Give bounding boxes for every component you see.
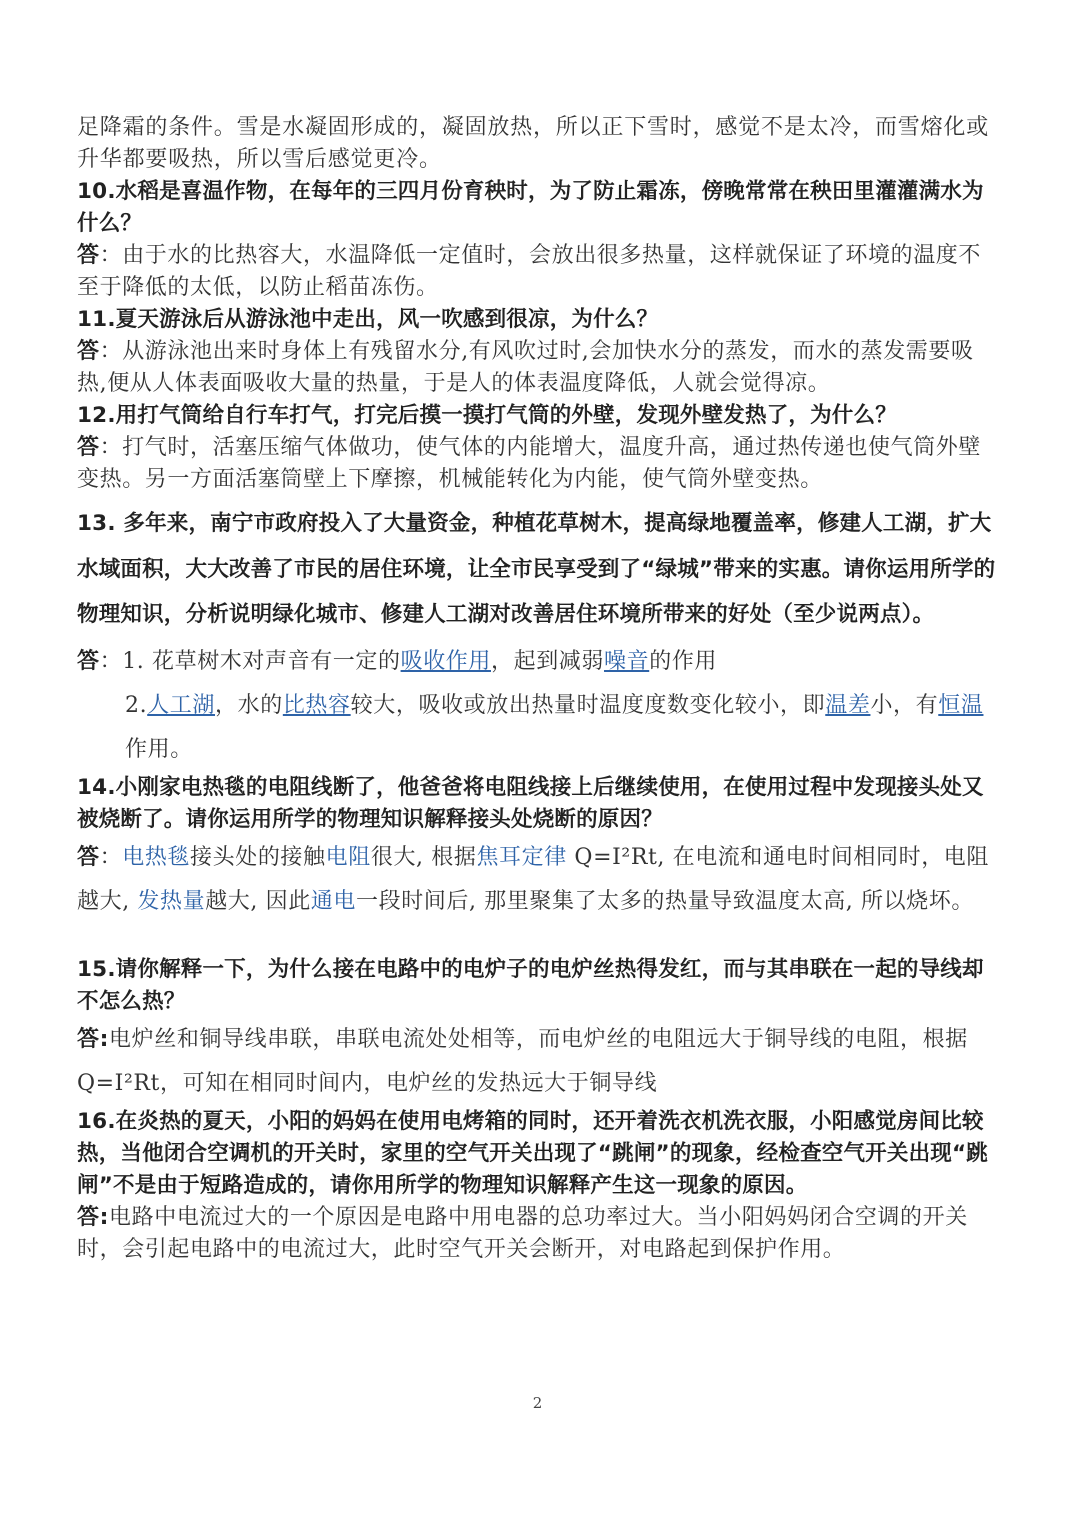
answer-label: 答	[77, 243, 100, 268]
question-15: 15.请你解释一下，为什么接在电路中的电炉子的电炉丝热得发红，而与其串联在一起的导线却不怎么热？	[77, 956, 984, 1014]
question-16: 16.在炎热的夏天，小阳的妈妈在使用电烤箱的同时，还开着洗衣机洗衣服，小阳感觉房间比较热，当他闭合空调机的开关时，家里的空气开关出现了“跳闸”的现象，经检查空气开关出现“跳闸”不是由于短路造成的，请你用所学的物理知识解释产生这一现象的原因。	[77, 1108, 988, 1198]
term-highlight: 电阻	[325, 844, 371, 870]
question-11: 11.夏天游泳后从游泳池中走出，风一吹感到很凉，为什么？	[77, 307, 659, 332]
answer-10: 答：由于水的比热容大，水温降低一定值时，会放出很多热量，这样就保证了环境的温度不至于降低的太低，以防止稻苗冻伤。	[77, 243, 982, 300]
answer-14: 答：电热毯接头处的接触电阻很大, 根据焦耳定律 Q=I²Rt, 在电流和通电时间相同时，电阻越大, 发热量越大, 因此通电一段时间后, 那里聚集了太多的热量导致温度太高, 所以烧坏。	[77, 844, 990, 914]
answer-label: 答	[77, 339, 100, 364]
question-13: 13. 多年来，南宁市政府投入了大量资金，种植花草树木，提高绿地覆盖率，修建人工湖，扩大水域面积，大大改善了市民的居住环境，让全市民享受到了“绿城”带来的实惠。请你运用所学的物理知识，分析说明绿化城市、修建人工湖对改善居住环境所带来的好处（至少说两点）。	[77, 511, 996, 627]
document-body	[77, 112, 1002, 1266]
answer-16: 答:电路中电流过大的一个原因是电路中用电器的总功率过大。当小阳妈妈闭合空调的开关时，会引起电路中的电流过大，此时空气开关会断开，对电路起到保护作用。	[77, 1204, 968, 1262]
term-highlight: 发热量	[137, 888, 206, 914]
question-14: 14.小刚家电热毯的电阻线断了，他爸爸将电阻线接上后继续使用，在使用过程中发现接头处又被烧断了。请你运用所学的物理知识解释接头处烧断的原因？	[77, 774, 984, 832]
answer-label: 答	[77, 435, 100, 460]
answer-11: 答：从游泳池出来时身体上有残留水分,有风吹过时,会加快水分的蒸发，而水的蒸发需要吸热,便从人体表面吸收大量的热量，于是人的体表温度降低，人就会觉得凉。	[77, 339, 974, 396]
answer-label: 答	[77, 648, 100, 674]
term-link[interactable]: 吸收作用	[400, 648, 491, 674]
answer-13-line-2: 2.人工湖，水的比热容较大，吸收或放出热量时温度度数变化较小，即温差小，有恒温作用。	[125, 692, 984, 762]
question-12: 12.用打气筒给自行车打气，打完后摸一摸打气筒的外壁，发现外壁发热了，为什么？	[77, 403, 897, 428]
term-link[interactable]: 温差	[825, 692, 871, 718]
answer-13-line-1: 答：1. 花草树木对声音有一定的吸收作用，起到减弱噪音的作用	[77, 648, 718, 674]
term-link[interactable]: 恒温	[938, 692, 984, 718]
page-number: 2	[532, 1394, 543, 1412]
term-link[interactable]: 噪音	[604, 648, 650, 674]
term-link[interactable]: 比热容	[282, 692, 351, 718]
term-highlight: 焦耳定律	[476, 844, 567, 870]
question-10: 10.水稻是喜温作物，在每年的三四月份育秧时，为了防止霜冻，傍晚常常在秧田里灌灌满水为什么？	[77, 179, 984, 236]
spacer	[77, 924, 1002, 954]
term-highlight: 通电	[310, 888, 356, 914]
intro-paragraph: 足降霜的条件。雪是水凝固形成的，凝固放热，所以正下雪时，感觉不是太冷，而雪熔化或升华都要吸热，所以雪后感觉更冷。	[77, 115, 990, 172]
term-highlight: 电热毯	[122, 844, 191, 870]
answer-label: 答:	[77, 1204, 110, 1230]
answer-15: 答:电炉丝和铜导线串联，串联电流处处相等，而电炉丝的电阻远大于铜导线的电阻，根据 Q=I²Rt，可知在相同时间内，电炉丝的发热远大于铜导线	[77, 1026, 968, 1096]
answer-label: 答:	[77, 1026, 110, 1052]
term-link[interactable]: 人工湖	[147, 692, 216, 718]
answer-12: 答：打气时，活塞压缩气体做功，使气体的内能增大，温度升高，通过热传递也使气筒外壁变热。另一方面活塞筒壁上下摩擦，机械能转化为内能，使气筒外壁变热。	[77, 435, 982, 492]
answer-label: 答	[77, 844, 100, 870]
